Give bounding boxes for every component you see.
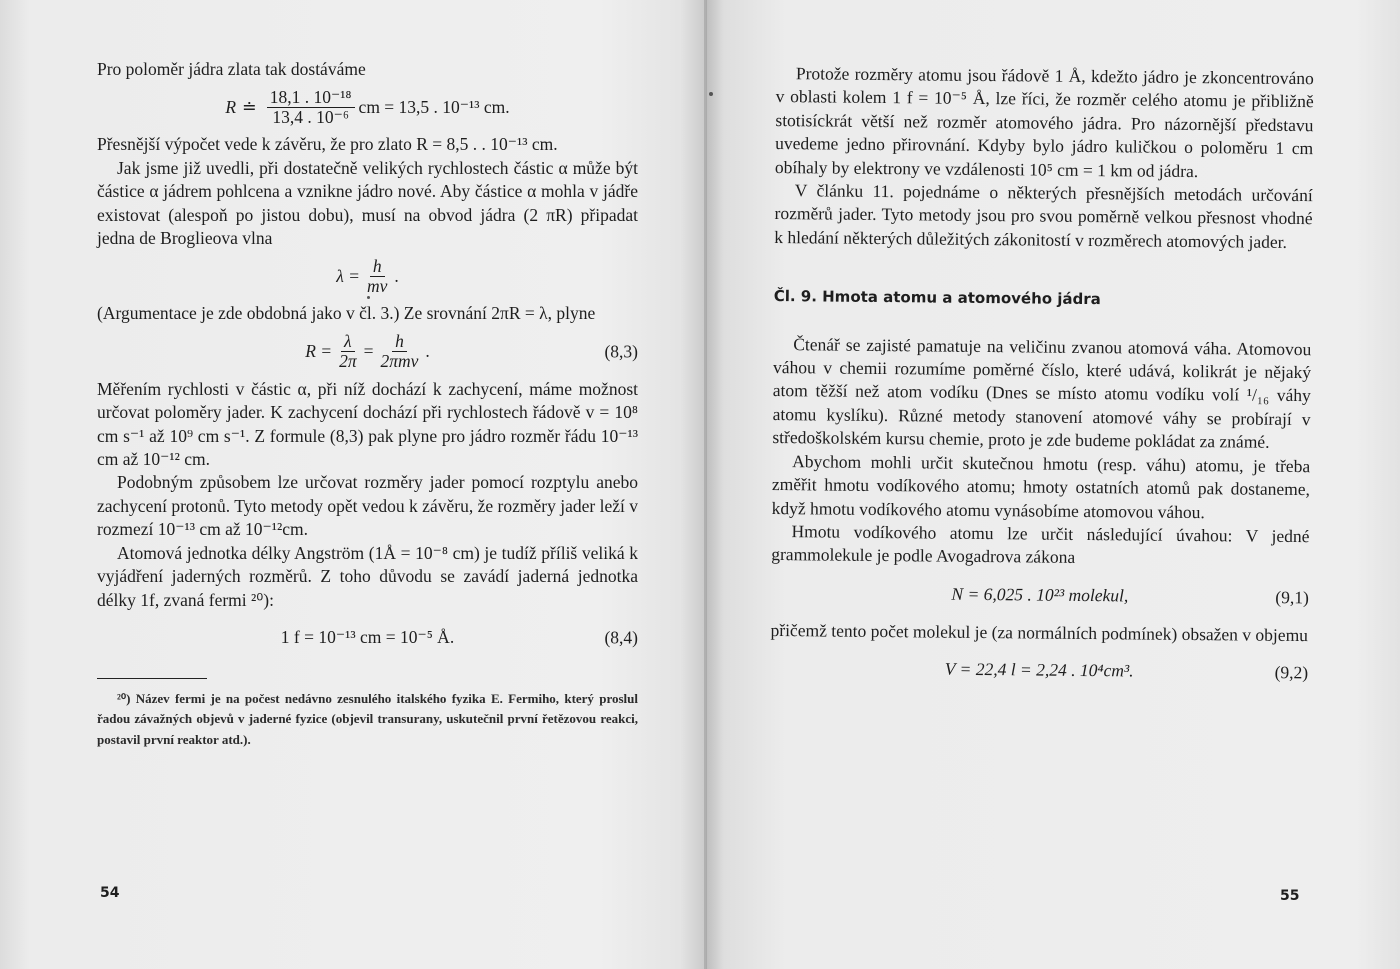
equation-lhs: λ =	[336, 265, 360, 286]
section-heading: Čl. 9. Hmota atomu a atomového jádra	[773, 287, 1101, 309]
paragraph: Přesnější výpočet vede k závěru, že pro zlato R = 8,5 . . 10⁻¹³ cm.	[97, 134, 558, 155]
paragraph: Podobným způsobem lze určovat rozměry jader pomocí rozptylu anebo zachycení protonů. Tyto metody opět vedou k závěru, že rozměry jader leží v rozmezí 10⁻¹³ cm až 10⁻¹²cm.	[97, 472, 638, 540]
footnote: ²⁰) Název fermi je na počest nedávno zesnulého italského fyzika E. Fermiho, který proslul řadou závažných objevů v jaderné fyzice (objevil transurany, uskutečnil první řetězovou reakci, postavil první reaktor atd.).	[97, 690, 638, 747]
equation-fraction	[377, 332, 421, 371]
equation-body: 1 f = 10⁻¹³ cm = 10⁻⁵ Å.	[280, 627, 455, 648]
fraction-denominator: mv	[366, 275, 388, 296]
paragraph: Měřením rychlosti v částic α, při níž dochází k zachycení, máme možnost určovat poloměry jader. K zachycení dochází při rychlostech řádově v = 10⁸ cm s⁻¹ až 10⁹ cm s⁻¹. Z formule (8,3) pak plyne pro jádro rozměr řádu 10⁻¹³ cm až 10⁻¹² cm.	[97, 378, 638, 470]
equation-body: N = 6,025 . 10²³ molekul,	[951, 583, 1129, 606]
paragraph: Pro poloměr jádra zlata tak dostáváme	[97, 59, 366, 79]
equation-fraction	[336, 332, 360, 371]
scan-speck	[709, 92, 713, 96]
paragraph: Atomová jednotka délky Angström (1Å = 10⁻⁸ cm) je tudíž příliš veliká k vyjádření jaderných rozměrů. Z toho důvodu se zavádí jaderná jednotka délky 1f, zvaná fermi ²⁰):	[97, 542, 638, 610]
equation-approx-sign: ≐	[242, 96, 257, 117]
equation-number: (8,4)	[604, 627, 638, 648]
paragraph: Protože rozměry atomu jsou řádově 1 Å, kdežto jádro je zkoncentrováno v oblasti kolem 1 f = 10⁻⁵ Å, lze říci, že rozměr celého atomu je přibližně stotisíckrát větší než rozměr atomového jádra. Pro názornější představu uvedeme jedno přirovnání. Kdyby bylo jádro kuličkou o poloměru 1 cm obíhaly by elektrony ve vzdálenosti 10⁵ cm = 1 km od jádra.	[774, 63, 1314, 181]
equation-8-4	[97, 616, 638, 660]
equation-de-broglie	[97, 254, 638, 298]
footnote-divider	[97, 678, 207, 679]
equation-equals: =	[363, 341, 374, 362]
page-number-left: 54	[100, 885, 120, 901]
left-page-text	[97, 58, 638, 750]
paragraph: V článku 11. pojednáme o některých přesnějších metodách určování rozměrů jader. Tyto metody jsou pro svou poměrně velkou přesnost vhodné k hledání některých důležitých zákonitostí v rozměrech atomových jader.	[774, 180, 1313, 252]
equation-9-1	[771, 571, 1309, 620]
scan-speck	[367, 296, 370, 299]
equation-number: (8,3)	[604, 341, 638, 362]
equation-fraction	[364, 257, 390, 296]
paragraph: Čtenář se zajisté pamatuje na veličinu zvanou atomová váha. Atomovou váhou v chemii rozumíme poměrné číslo, které udává, kolikrát je nějaký atom těžší než atom vodíku (Dnes se místo atomu vodíku volí ¹/₁₆ váhy atomu kyslíku). Různé metody stanovení atomové váhy se probírají v středoškolském kursu chemie, proto je zde budeme pokládat za známé.	[772, 333, 1312, 453]
equation-8-3	[97, 330, 638, 374]
equation-fraction	[267, 88, 355, 127]
equation-body: V = 22,4 l = 2,24 . 10⁴cm³.	[944, 659, 1134, 681]
page-number-right: 55	[1280, 888, 1300, 904]
equation-9-2	[770, 646, 1308, 695]
equation-rhs: cm = 13,5 . 10⁻¹³ cm.	[358, 96, 510, 117]
paragraph: (Argumentace je zde obdobná jako v čl. 3.) Ze srovnání 2πR = λ, plyne	[97, 303, 596, 324]
equation-number: (9,2)	[1274, 662, 1309, 683]
paragraph: Jak jsme již uvedli, při dostatečně velikých rychlostech částic α může být částice α jádrem pohlcena a vznikne jádro nové. Aby částice α mohla v jádře existovat (alespoň po jistou dobu), musí na obvod jádra (2 πR) připadat jedna de Broglieova vlna	[97, 157, 638, 249]
equation-tail: .	[394, 265, 399, 286]
equation-number: (9,1)	[1275, 586, 1309, 608]
fraction-numerator: 18,1 . 10⁻¹⁸	[267, 88, 355, 108]
equation-lhs: R	[225, 96, 237, 117]
paragraph: Abychom mohli určit skutečnou hmotu (resp. váhu) atomu, je třeba změřit hmotu vodíkového atomu; hmoty ostatních atomů pak dostaneme, když hmotu vodíkového atomu vynásobíme atomovou váhou.	[771, 450, 1311, 522]
equation-gold-radius	[97, 85, 638, 129]
fraction-denominator: 2π	[339, 351, 357, 372]
equation-tail: .	[425, 341, 430, 362]
paragraph: přičemž tento počet molekul je (za normálních podmínek) obsažen v objemu	[770, 619, 1309, 645]
fraction-numerator: h	[370, 257, 385, 277]
book-gutter	[704, 0, 707, 969]
fraction-numerator: h	[392, 332, 407, 352]
paragraph: Hmotu vodíkového atomu lze určit následující úvahou: V jedné grammolekule je podle Avogadrova zákona	[771, 521, 1310, 568]
fraction-denominator: 13,4 . 10⁻⁶	[272, 106, 349, 127]
equation-lhs: R =	[305, 341, 333, 362]
fraction-numerator: λ	[341, 332, 355, 352]
fraction-denominator: 2πmv	[380, 351, 419, 372]
right-page-text	[770, 62, 1314, 699]
